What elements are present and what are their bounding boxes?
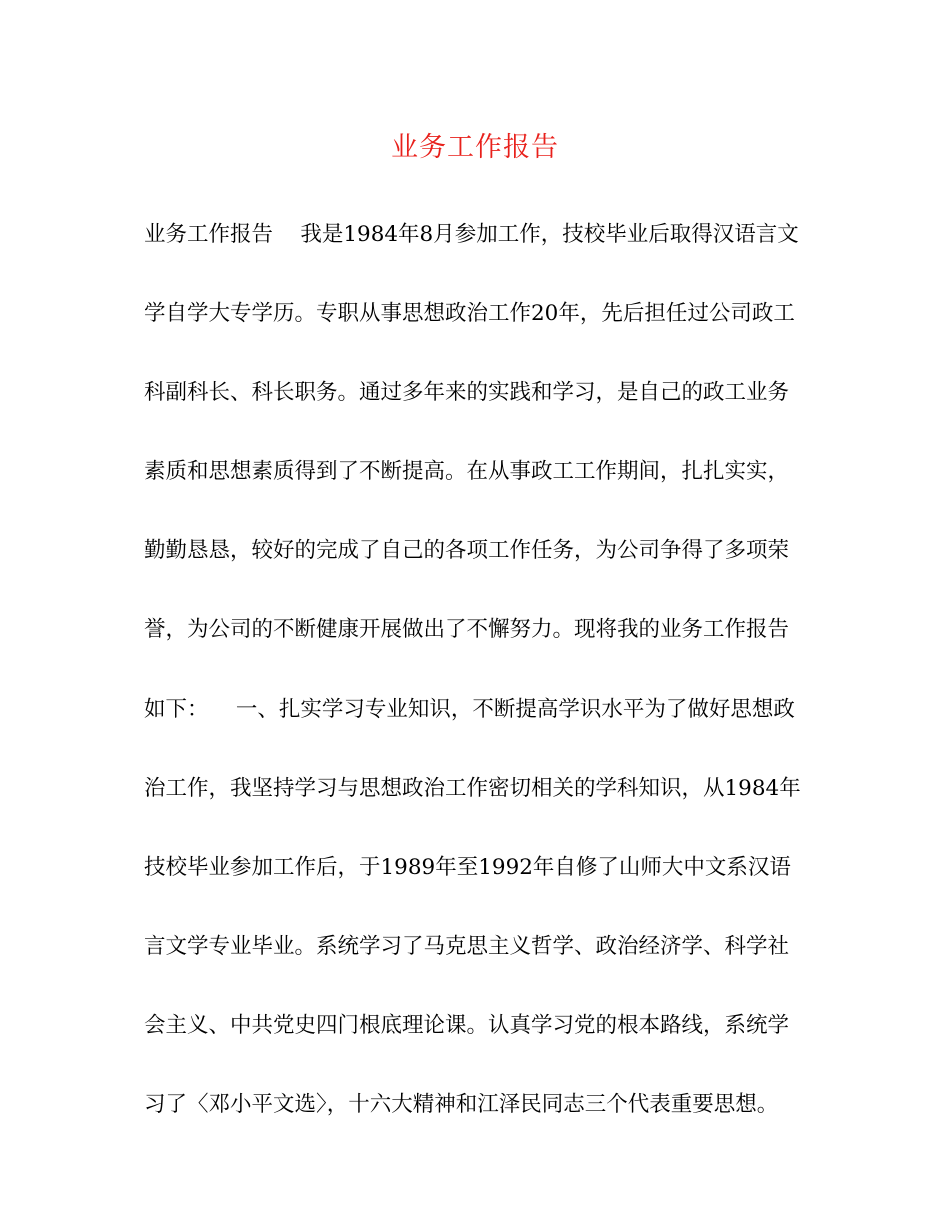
body-line-7: 如下： 一、扎实学习专业知识，不断提高学识水平为了做好思想政 — [144, 696, 795, 722]
body-line-12: 习了〈邓小平文选〉，十六大精神和江泽民同志三个代表重要思想。 — [144, 1092, 779, 1118]
body-line-11: 会主义、中共党史四门根底理论课。认真学习党的根本路线，系统学 — [144, 1012, 790, 1038]
body-line-1: 业务工作报告 我是1984年8月参加工作，技校毕业后取得汉语言文 — [144, 222, 799, 247]
body-line-9: 技校毕业参加工作后，于1989年至1992年自修了山师大中文系汉语 — [144, 854, 791, 880]
body-line-4: 素质和思想素质得到了不断提高。在从事政工工作期间，扎扎实实， — [144, 459, 790, 485]
body-line-8: 治工作，我坚持学习与思想政治工作密切相关的学科知识，从1984年 — [144, 775, 801, 801]
body-line-6: 誉，为公司的不断健康开展做出了不懈努力。现将我的业务工作报告 — [144, 617, 790, 643]
body-line-2: 学自学大专学历。专职从事思想政治工作20年，先后担任过公司政工 — [144, 301, 795, 327]
body-line-3: 科副科长、科长职务。通过多年来的实践和学习，是自己的政工业务 — [144, 380, 790, 406]
document-body — [144, 213, 824, 1162]
body-line-5: 勤勤恳恳，较好的完成了自己的各项工作任务，为公司争得了多项荣 — [144, 538, 790, 564]
document-title: 业务工作报告 — [391, 132, 559, 163]
body-line-10: 言文学专业毕业。系统学习了马克思主义哲学、政治经济学、科学社 — [144, 933, 790, 959]
